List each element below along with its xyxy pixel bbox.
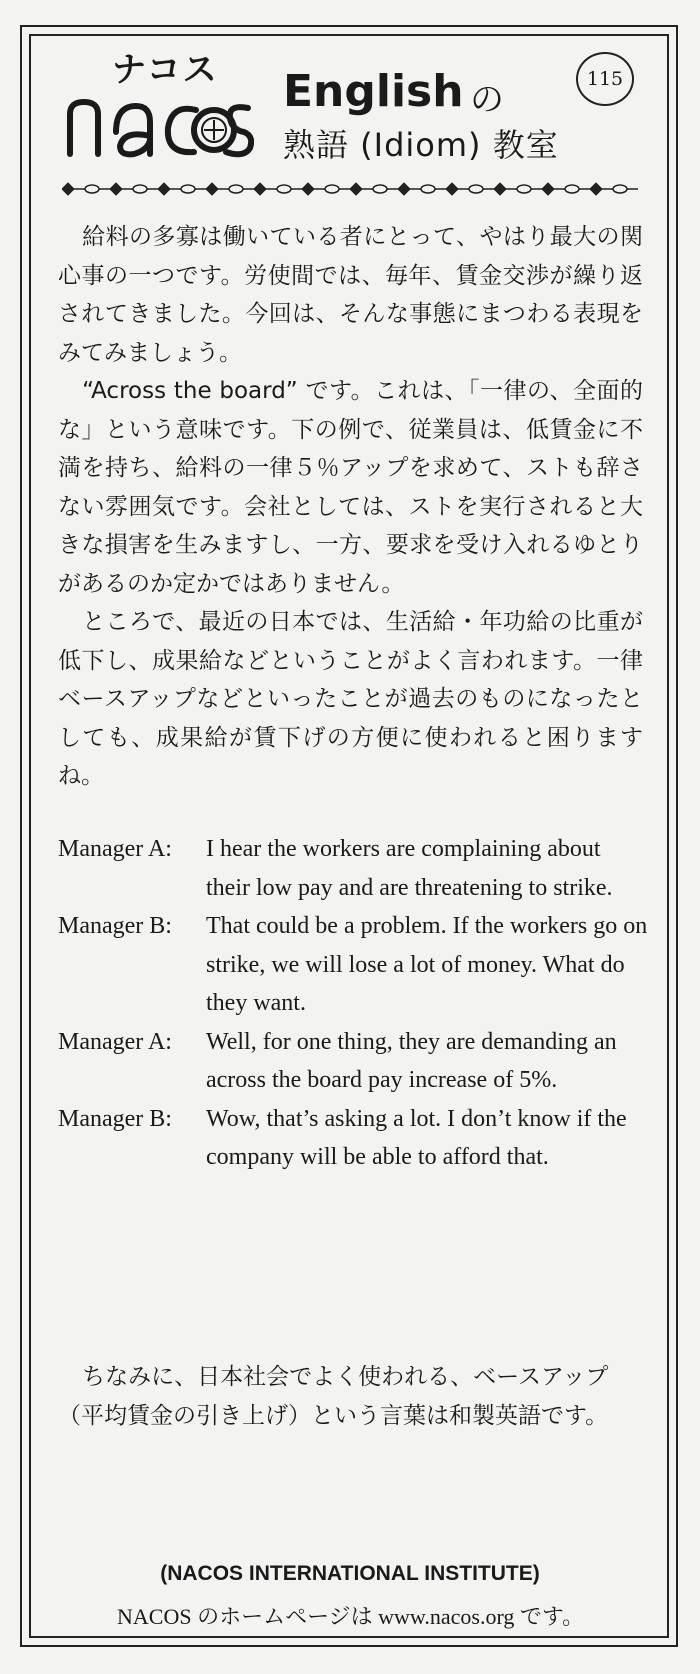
dialogue-turn bbox=[58, 1023, 648, 1100]
dialogue-turn bbox=[58, 830, 648, 907]
dialogue-line: That could be a problem. If the workers go on strike, we will lose a lot of money. What do they want. bbox=[206, 913, 648, 1016]
intro-text bbox=[58, 218, 643, 796]
closing-note bbox=[58, 1358, 643, 1435]
title-particle: の bbox=[470, 80, 504, 120]
intro-paragraph-1: 給料の多寡は働いている者にとって、やはり最大の関心事の一つです。労使間では、毎年、賃金交渉が繰り返されてきました。今回は、そんな事態にまつわる表現をみてみましょう。 bbox=[58, 224, 643, 366]
title-subtitle: 熟語 (Idiom) 教室 bbox=[283, 126, 559, 164]
dialogue-line: Wow, that’s asking a lot. I don’t know if the company will be able to afford that. bbox=[206, 1105, 627, 1170]
dialogue-line: I hear the workers are complaining about their low pay and are threatening to strike. bbox=[206, 836, 613, 901]
dialogue-turn bbox=[58, 907, 648, 1023]
title-english: English bbox=[283, 66, 464, 117]
brand-kana: ナコス bbox=[112, 50, 219, 90]
speaker-label: Manager A: bbox=[58, 836, 172, 862]
speaker-label: Manager A: bbox=[58, 1028, 172, 1055]
example-dialogue bbox=[58, 830, 648, 1177]
homepage-note: NACOS のホームページは www.nacos.org です。 bbox=[117, 1604, 585, 1629]
intro-paragraph-3: ところで、最近の日本では、生活給・年功給の比重が低下し、成果給などということがよく言われます。一律ベースアップなどといったことが過去のものになったとしても、成果給が賃下げの方便に使われると困りますね。 bbox=[58, 609, 643, 789]
issue-number-badge: 115 bbox=[576, 52, 634, 106]
closing-note-text: ちなみに、日本社会でよく使われる、ベースアップ（平均賃金の引き上げ）という言葉は和製英語です。 bbox=[58, 1364, 609, 1429]
ornamental-divider bbox=[62, 180, 638, 198]
intro-paragraph-2: “Across the board” です。これは、「一律の、全面的な」という意味です。下の例で、従業員は、低賃金に不満を持ち、給料の一律５％アップを求めて、ストも辞さない雰囲気です。会社としては、ストを実行されると大きな損害を生みますし、一方、要求を受け入れるゆとりがあるのか定かではありません。 bbox=[58, 378, 643, 597]
institute-name: (NACOS INTERNATIONAL INSTITUTE) bbox=[160, 1562, 540, 1585]
speaker-label: Manager B: bbox=[58, 1105, 172, 1132]
dialogue-line: Well, for one thing, they are demanding an across the board pay increase of 5%. bbox=[206, 1028, 617, 1093]
nacos-logo bbox=[64, 92, 254, 162]
speaker-label: Manager B: bbox=[58, 913, 172, 939]
dialogue-turn bbox=[58, 1100, 648, 1177]
